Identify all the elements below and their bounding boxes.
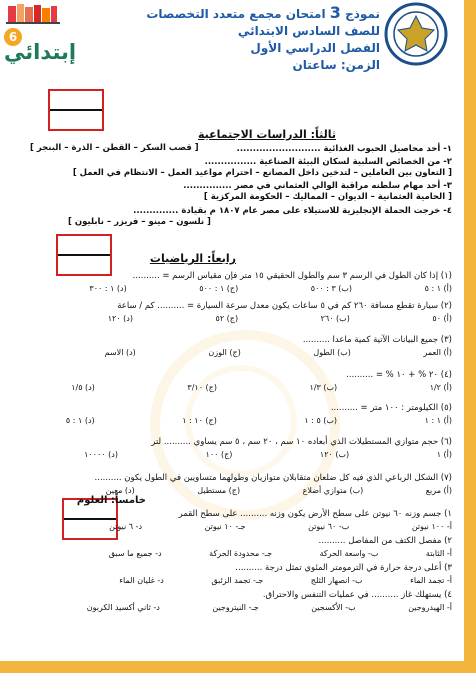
option: (أ) ٥٠ [432,314,452,323]
title-rest: امتحان مجمع متعدد التخصصات [146,7,326,21]
science-q4: ٤) يستهلك غاز .......... في عمليات التنفس والاحتراق. [262,590,452,600]
option: (ب) ٥ : ١ [304,416,338,425]
option: (أ) ١ [436,450,452,459]
option: (ج) ١٠٠ [205,450,233,459]
option: جـ- ١٠ نيوتن [204,522,246,531]
social-q3-choices: [ الحامية العثمانية – الديوان – المماليك – الحكومة المركزية ] [203,192,452,202]
math-q3-options [32,347,452,358]
social-q1-choices: [ قصب السكر – القطن – الذرة – البنجر ] [30,143,199,153]
option: (ج) ٥٢ [215,314,239,323]
science-title: خامساً: العلوم [76,495,146,506]
math-q1-options [32,283,452,294]
math-q5-options [32,415,452,426]
option: (ج) مستطيل [197,486,241,495]
exam-title-line [130,4,380,23]
ministry-seal-icon [384,2,448,66]
science-q3: ٣) أعلى درجة حرارة في الترمومتر المئوي تمثل درجة .......... [235,563,452,573]
brand-logo [4,2,77,76]
option: (د) الاسم [104,348,136,357]
page-border-right [464,0,476,673]
option: ب- انصهار الثلج [310,576,363,585]
math-q6-options [32,449,452,460]
option: (أ) ١ : ١ [424,416,452,425]
social-q4-choices: [ نلسون – مينو – فريزر – نابليون ] [68,217,211,227]
math-title: رابعاً: الرياضيات [149,252,236,265]
math-q4-options [32,382,452,393]
option: (أ) العمر [423,348,452,357]
option: ب- الأكسجين [311,603,356,612]
exam-header [0,0,464,80]
score-divider [64,518,116,520]
brand-text: إبتدائي [4,40,77,64]
math-q2-options [32,313,452,324]
social-q2-choices: [ التعاون بين العاملين – لتدخين داخل المصانع – احترام مواعيد العمل – الانتظام في العمل ] [72,168,452,178]
science-q2-options [32,548,452,559]
option: (أ) ١ : ٥ [424,284,452,293]
option: (د) ١٢٠ [107,314,133,323]
option: د- ٦ نيوتن [109,522,143,531]
option: (د) معين [105,486,135,495]
option: (ج) ١ : ٥٠٠ [199,284,239,293]
exam-title-block [130,4,380,74]
option: (ب) ٣ : ٥٠٠ [310,284,353,293]
option: (أ) ١/٢ [429,383,452,392]
option: (ج) ١٠ : ١ [182,416,217,425]
option: (ج) الوزن [208,348,241,357]
math-q5: (٥) الكيلومتر : ١٠٠ متر = .......... [330,403,452,413]
option: (أ) مربع [425,486,452,495]
model-number: 3 [329,3,341,22]
option: د- ثاني أكسيد الكربون [86,603,160,612]
option: أ- ١٠٠ نيوتن [411,522,452,531]
social-q1: ١- أحد محاصيل الحبوب الغذائية .......................... [236,144,452,154]
math-q4: (٤) ٢٠ % + ١٠ % = .......... [346,370,452,380]
option: (ب) ١/٣ [309,383,338,392]
option: (ب) ١٢٠ [319,450,350,459]
option: د- جميع ما سبق [108,549,162,558]
title-prefix: نموذج [345,7,380,21]
option: جـ- تجمد الزئبق [211,576,264,585]
score-box-math [56,234,112,276]
option: (د) ١ : ٥ [65,416,95,425]
term-line: الفصل الدراسي الأول [250,41,380,55]
science-q4-options [32,602,452,613]
option: (ج) ٣/١٠ [187,383,217,392]
option: ب- ٦٠ نيوتن [308,522,350,531]
social-q2: ٢- من الخصائص السلبية لسكان البيئة الصناعية ................ [204,157,452,167]
page-border-bottom [0,661,476,673]
option: ب- واسعة الحركة [319,549,379,558]
option: أ- تجمد الماء [410,576,452,585]
time-line: الزمن: ساعتان [292,58,380,72]
option: (ب) ٢٦٠ [320,314,350,323]
science-q2: ٢) مفصل الكتف من المفاصل .......... [318,536,452,546]
option: د- غليان الماء [119,576,164,585]
option: (د) ١٠٠٠٠ [84,450,118,459]
option: أ- الثابتة [425,549,452,558]
score-divider [50,109,102,111]
option: (د) ١/٥ [71,383,95,392]
math-q6: (٦) حجم متوازي المستطيلات الذي أبعاده ١٠ سم ، ٢٠ سم ، ٥ سم يساوي .......... لتر [151,437,452,447]
grade-line: للصف السادس الابتدائي [237,24,380,38]
score-divider [58,254,110,256]
option: (ب) متوازي أضلاع [302,486,364,495]
math-q3: (٣) جميع البيانات الآتية كمية ماعدا .......... [302,335,452,345]
grade-number-badge: 6 [4,28,22,46]
option: (ب) الطول [313,348,351,357]
math-q2: (٢) سيارة تقطع مسافة ٢٦٠ كم في ٥ ساعات يكون معدل سرعة السيارة = .......... كم / ساعة [117,301,452,311]
social-q4: ٤- خرجت الحملة الإنجليزية للاستيلاء على مصر عام ١٨٠٧ م بقيادة .............. [133,206,452,216]
math-q1: (١) إذا كان الطول في الرسم ٣ سم والطول الحقيقي ١٥ متر فإن مقياس الرسم = .......... [132,271,452,281]
books-icon [6,2,60,26]
social-studies-title: ثالثاً: الدراسات الاجتماعية [198,128,336,141]
option: أ- الهيدروجين [408,603,452,612]
score-box-social [48,89,104,131]
option: جـ- محدودة الحركة [209,549,273,558]
science-q1-options [32,521,452,532]
math-q7: (٧) الشكل الرباعي الذي فيه كل ضلعان متقابلان متوازيان وطولهما متساويين في الطول يكون .......... [94,473,452,483]
science-q1: ١) جسم وزنه ٦٠ نيوتن على سطح الأرض يكون وزنه .......... على سطح القمر [178,509,452,519]
option: (د) ١ : ٣٠٠ [89,284,127,293]
science-q3-options [32,575,452,586]
option: جـ- النيتروجين [212,603,259,612]
social-q3: ٣- أحد مهام سلطنه مراقبة الوالي العثماني في مصر ............... [183,181,452,191]
